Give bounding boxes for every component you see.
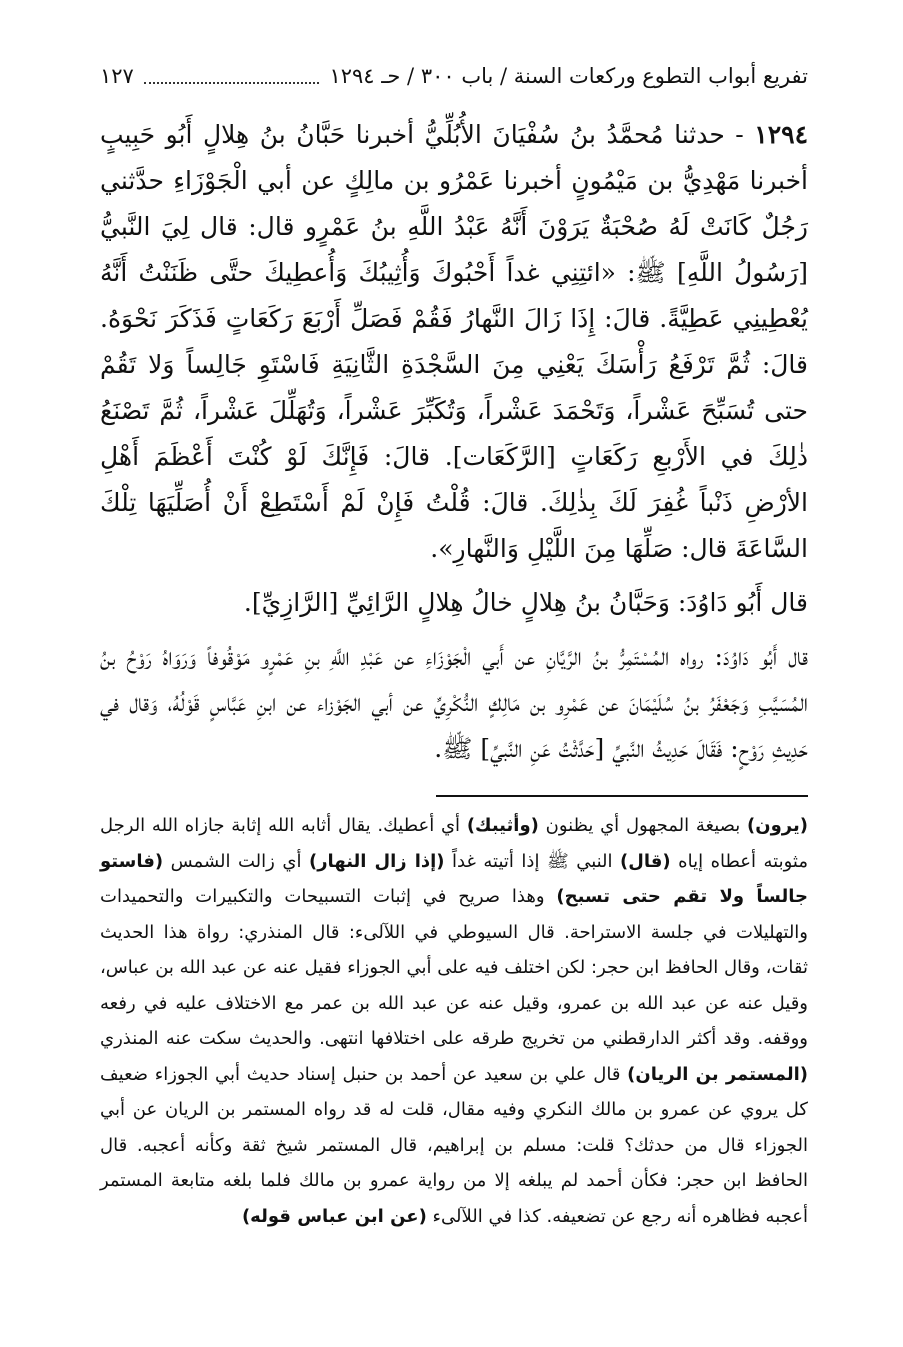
hadith-number: ١٢٩٤ xyxy=(754,120,808,149)
hadith-text: - حدثنا مُحمَّدُ بنُ سُفْيَانَ الأُبُلِّيُّ أخبرنا حَبَّانُ بنُ هِلالٍ أَبُو حَبِيبٍ أخبرنا مَهْدِيُّ بن مَيْمُونٍ أخبرنا عَمْرُو بن مالِكٍ عن أبي الْجَوْزَاءِ حدَّثني رَجُلٌ كَانَتْ لَهُ صُحْبَةٌ يَرَوْنَ أَنَّهُ عَبْدُ اللَّهِ بنُ عَمْرٍو قال: قال لِيَ النَّبيُّ [رَسُولُ اللَّهِ] ﷺ: «ائتِنِي غداً أَحْبُوكَ وَأُثِيبُكَ وَأُعطِيكَ حتَّى ظَنَنْتُ أَنَّهُ يُعْطِينِي عَطِيَّةً. قالَ: إِذَا زَالَ النَّهارُ فَقُمْ فَصَلِّ أَرْبَعَ رَكَعَاتٍ فَذَكَرَ نَحْوَهُ. قالَ: ثُمَّ تَرْفَعُ رَأْسَكَ يَعْنِي مِنَ السَّجْدَةِ الثَّانِيَةِ فَاسْتَوِ جَالِساً وَلا تَقُمْ حتى تُسَبِّحَ عَشْراً، وَتَحْمَدَ عَشْراً، وَتُكَبِّرَ عَشْراً، وَتُهَلِّلَ عَشْراً، ثُمَّ تَصْنَعُ ذٰلِكَ في الأَرْبعِ رَكَعَاتٍ [الرَّكَعَات]. قالَ: فَإِنَّكَ لَوْ كُنْتَ أَعْظَمَ أَهْلِ الأرْضِ ذَنْباً غُفِرَ لَكَ بِذٰلِكَ. قالَ: قُلْتُ فَإِنْ لَمْ أَسْتَطِعْ أَنْ أُصَلِّيَهَا تِلْكَ السَّاعَةَ قال: صَلِّهَا مِنَ اللَّيْلِ وَالنَّهارِ». xyxy=(100,120,808,563)
abu-dawud-note-2: قال أَبُو دَاوُدَ: رواه المُسْتَمِرُّ بنُ الرَّيَّانِ عن أَبي الْجَوْزَاءِ عن عَبْدِ اللَّهِ بنِ عَمْرٍو مَوْقُوفاً وَرَوَاهُ رَوْحُ بنُ المُسَيَّبِ وَجَعْفَرُ بنُ سُلَيْمَانَ عن عَمْرِو بن مَالِكٍ النُّكْرِيِّ عن أبي الجَوْزاء عن ابنِ عَبَّاسٍ قَوْلُهُ، وَقال في حَدِيثِ رَوْحٍ: فَقَالَ حَدِيثُ النَّبيِّ [حَدَّثْتُ عَنِ النَّبيِّ] ﷺ. xyxy=(100,642,809,763)
commentary-text: أي أعطيك. يقال أثابه الله إثابة جازاه الله الرجل مثوبته أعطاه إياه xyxy=(100,815,808,872)
commentary-text: النبي ﷺ إذا أتيته غداً xyxy=(444,850,621,872)
commentary-keyword: (عن ابن عباس قوله) xyxy=(241,1205,427,1227)
commentary-text: أي زالت الشمس xyxy=(163,850,309,872)
commentary-text: بصيغة المجهول أي يظنون xyxy=(538,815,748,836)
page-header xyxy=(100,58,808,94)
abu-dawud-note-1: قال أَبُو دَاوُدَ: وَحَبَّانُ بنُ هِلالٍ خالُ هِلالٍ الرَّائِيِّ [الرَّازِيِّ]. xyxy=(243,588,808,617)
commentary-keyword: (فاستو جالساً ولا تقم حتى تسبح) xyxy=(100,850,808,907)
main-text xyxy=(100,112,808,772)
page-number: ١٢٧ xyxy=(100,64,134,88)
commentary-keyword: (وأثيبك) xyxy=(466,815,539,836)
footnote-divider xyxy=(436,795,808,797)
commentary-text: وهذا صريح في إثبات التسبيحات والتكبيرات والتحميدات والتهليلات في جلسة الاستراحة. قال السيوطي في اللآلىء: قال المنذري: رواة هذا الحديث ثقات، وقال الحافظ ابن حجر: لكن اختلف فيه على أبي الجوزاء فقيل عنه عن عبد الله بن عباس، وقيل عنه عن عبد الله بن عمرو، وقيل عنه عن عبد الله بن عمر مع الاختلاف عليه في رفعه ووقفه. وقد أكثر الدارقطني من تخريج طرقه على اختلافها انتهى. والحديث سكت عنه المنذري xyxy=(100,886,808,1049)
commentary-paragraph xyxy=(100,808,808,1234)
commentary-keyword: (قال) xyxy=(620,850,671,872)
header-dot-leader xyxy=(144,68,320,84)
commentary-keyword: (المستمر بن الريان) xyxy=(627,1063,808,1085)
commentary-keyword: (إذا زال النهار) xyxy=(308,850,445,872)
commentary-footnote xyxy=(100,808,808,1234)
commentary-keyword: (يرون) xyxy=(747,815,808,836)
commentary-text: قال علي بن سعيد عن أحمد بن حنبل إسناد حديث أبي الجوزاء ضعيف كل يروي عن عمرو بن مالك النكري وفيه مقال، قلت له قد رواه المستمر بن الريان عن أبي الجوزاء قال من حدثك؟ قلت: مسلم بن إبراهيم، قال المستمر شيخ ثقة وكأنه أعجبه. قال الحافظ ابن حجر: فكأن أحمد لم يبلغه إلا من رواية عمرو بن مالك فلما بلغه متابعة المستمر أعجبه فظاهره أنه رجع عن تضعيفه. كذا في اللآلىء xyxy=(100,1063,808,1227)
running-title: تفريع أبواب التطوع وركعات السنة / باب ٣٠٠ / حـ ١٢٩٤ xyxy=(329,64,808,88)
hadith-paragraph xyxy=(100,112,808,572)
